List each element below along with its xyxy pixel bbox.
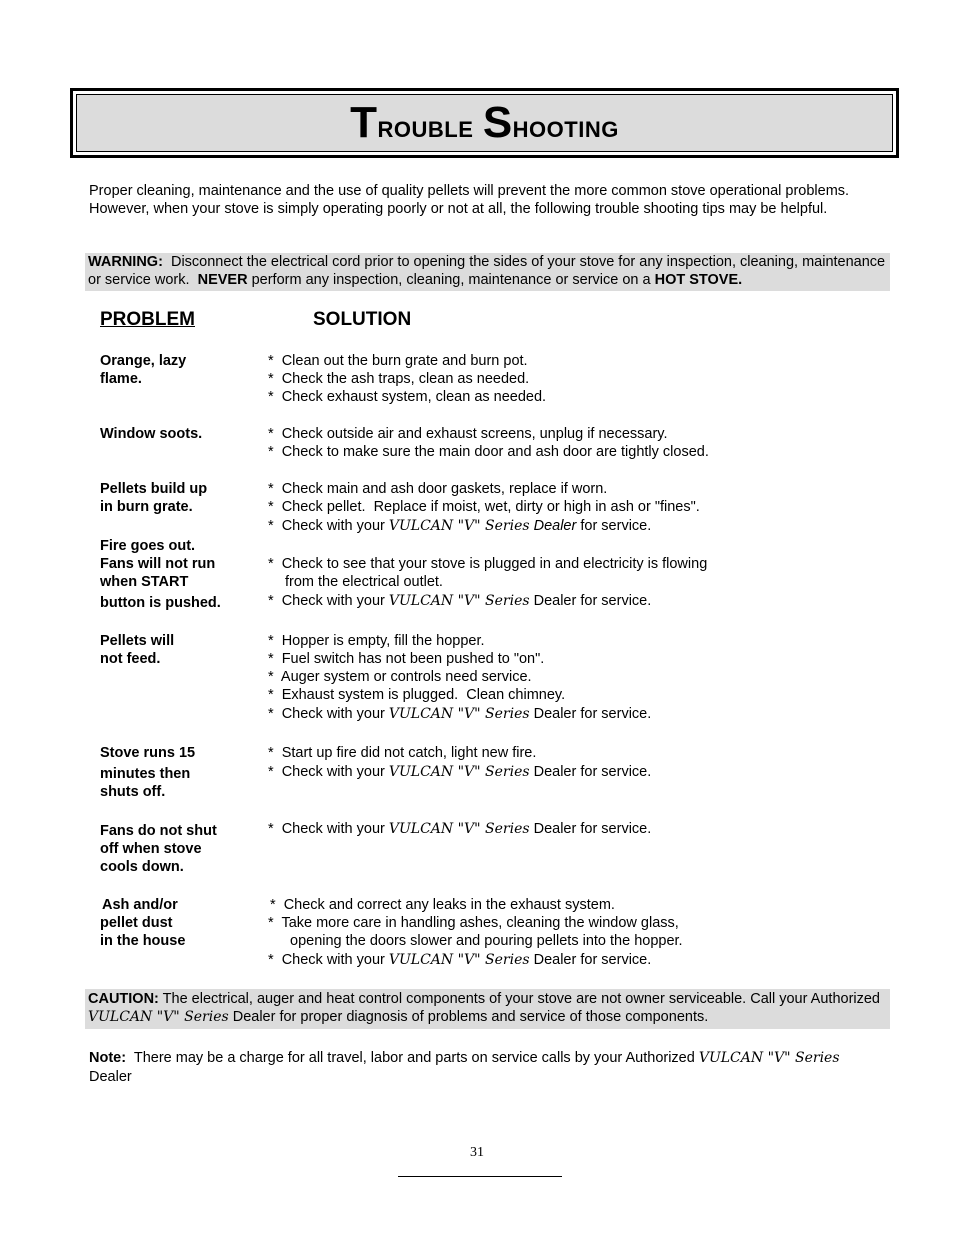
problem-line: minutes then [100,766,191,782]
problem-cell [100,822,217,876]
solution-line: * Start up fire did not catch, light new fire. [268,745,537,761]
problem-line: button is pushed. [100,595,221,611]
dealer-line [268,819,651,840]
solution-line: * Check outside air and exhaust screens, unplug if necessary. [268,426,668,442]
title-cap-1: T [350,98,378,147]
caution-text-1: The electrical, auger and heat control components of your stove are not owner serviceable. Call your Authorized [158,991,880,1007]
problem-line: in the house [100,933,186,949]
problem-header: PROBLEM [100,309,195,330]
problem-line: Fans will not run [100,556,216,572]
brand-name: VULCAN "V" Series [698,1050,840,1066]
title-rest-2: hooting [512,108,619,144]
page-title [350,98,619,148]
brand-name: VULCAN "V" Series [388,821,530,837]
dealer-prefix: * Check with your [268,706,389,722]
dealer-prefix: * Check with your [268,518,389,534]
problem-cell [100,352,186,388]
problem-cell [100,480,207,516]
warning-text-1: Disconnect the electrical cord prior to opening the sides of your stove for any inspection, cleaning, maintenance or service work. [88,254,890,288]
dealer-suffix: Dealer for service. [529,706,652,722]
solution-line: from the electrical outlet. [285,574,443,590]
warning-text-2: perform any inspection, cleaning, maintenance or service on a [247,272,655,288]
problem-line: in burn grate. [100,499,193,515]
solution-line: * Auger system or controls need service. [268,669,532,685]
dealer-suffix: Dealer for service. [529,764,652,780]
dealer-line [268,516,700,537]
dealer-prefix: * Check with your [268,821,389,837]
solution-cell [268,744,651,783]
dealer-line [268,950,683,971]
solution-line: * Check to see that your stove is plugged in and electricity is flowing [268,556,708,572]
title-panel [76,94,893,152]
problem-cell [100,632,174,668]
dealer-suffix: for service. [576,518,652,534]
note-text: There may be a charge for all travel, labor and parts on service calls by your Authorized [126,1050,699,1066]
solution-line: * Exhaust system is plugged. Clean chimney. [268,687,566,703]
solution-line: * Check main and ash door gaskets, replace if worn. [268,481,608,497]
problem-line: off when stove [100,841,202,857]
brand-name: VULCAN "V" Series [388,706,530,722]
solution-line: opening the doors slower and pouring pellets into the hopper. [290,933,683,949]
warning-label: WARNING: [88,254,163,270]
title-frame [70,88,899,158]
caution-text-2: Dealer for proper diagnosis of problems and service of those components. [228,1009,709,1025]
solution-cell [268,819,651,840]
brand-name: VULCAN "V" Series [388,764,530,780]
problem-line: Fans do not shut [100,823,217,839]
brand-name: VULCAN "V" Series [88,1009,229,1025]
problem-line: Fire goes out. [100,538,196,554]
solution-line: * Check to make sure the main door and ash door are tightly closed. [268,444,709,460]
problem-cell [100,537,221,612]
problem-line: shuts off. [100,784,166,800]
problem-line: flame. [100,371,142,387]
problem-line: Pellets will [100,633,175,649]
solution-line: * Hopper is empty, fill the hopper. [268,633,485,649]
dealer-suffix: Dealer for service. [529,952,652,968]
problem-line: Orange, lazy [100,353,187,369]
warning-never: NEVER [197,272,248,288]
solution-cell [268,352,546,406]
problem-line: cools down. [100,859,184,875]
problem-line: not feed. [100,651,161,667]
solution-cell [268,425,709,461]
intro-paragraph: Proper cleaning, maintenance and the use of quality pellets will prevent the more common stove operational problems. However, when your stove is simply operating poorly or not at all, the following trouble shooting tips may be helpful. [89,183,850,217]
dealer-prefix: * Check with your [268,764,389,780]
solution-line: * Fuel switch has not been pushed to "on". [268,651,545,667]
warning-box [85,253,890,291]
solution-cell [268,896,683,971]
dealer-line [268,591,707,612]
solution-cell [268,555,707,612]
solution-header: SOLUTION [313,309,412,330]
problem-line: when START [100,574,189,590]
dealer-line [268,762,651,783]
page-number: 31 [470,1145,484,1160]
solution-line: * Check and correct any leaks in the exhaust system. [270,897,615,913]
solution-line: * Check exhaust system, clean as needed. [268,389,547,405]
dealer-suffix: Dealer for service. [529,593,652,609]
problem-line: Window soots. [100,426,203,442]
solution-cell [268,480,700,537]
solution-line: * Clean out the burn grate and burn pot. [268,353,528,369]
footer-rule [398,1176,562,1177]
dealer-prefix: * Check with your [268,952,389,968]
caution-label: CAUTION: [88,991,159,1007]
warning-hot-stove: HOT STOVE. [654,272,743,288]
brand-name: VULCAN "V" Series [388,593,530,609]
brand-name: VULCAN "V" Series [388,518,530,534]
solution-line: * Check pellet. Replace if moist, wet, dirty or high in ash or "fines". [268,499,700,515]
caution-box [85,989,890,1029]
title-cap-2: S [482,98,513,147]
solution-line: * Check the ash traps, clean as needed. [268,371,530,387]
problem-cell [100,425,202,443]
solution-line: * Take more care in handling ashes, cleaning the window glass, [268,915,679,931]
table-headers [100,309,412,331]
problem-line: Ash and/or [102,897,178,913]
problem-line: Pellets build up [100,481,208,497]
dealer-prefix: * Check with your [268,593,389,609]
dealer-word: Dealer [533,518,577,534]
problem-line: pellet dust [100,915,173,931]
note-label: Note: [89,1050,127,1066]
title-rest-1: rouble [377,108,474,144]
solution-cell [268,632,651,725]
brand-name: VULCAN "V" Series [388,952,530,968]
dealer-line [268,704,651,725]
problem-cell [100,896,185,950]
problem-line: Stove runs 15 [100,745,196,761]
dealer-suffix: Dealer for service. [529,821,652,837]
note-end: Dealer [89,1069,132,1085]
problem-cell [100,744,195,801]
note-paragraph [89,1049,889,1087]
